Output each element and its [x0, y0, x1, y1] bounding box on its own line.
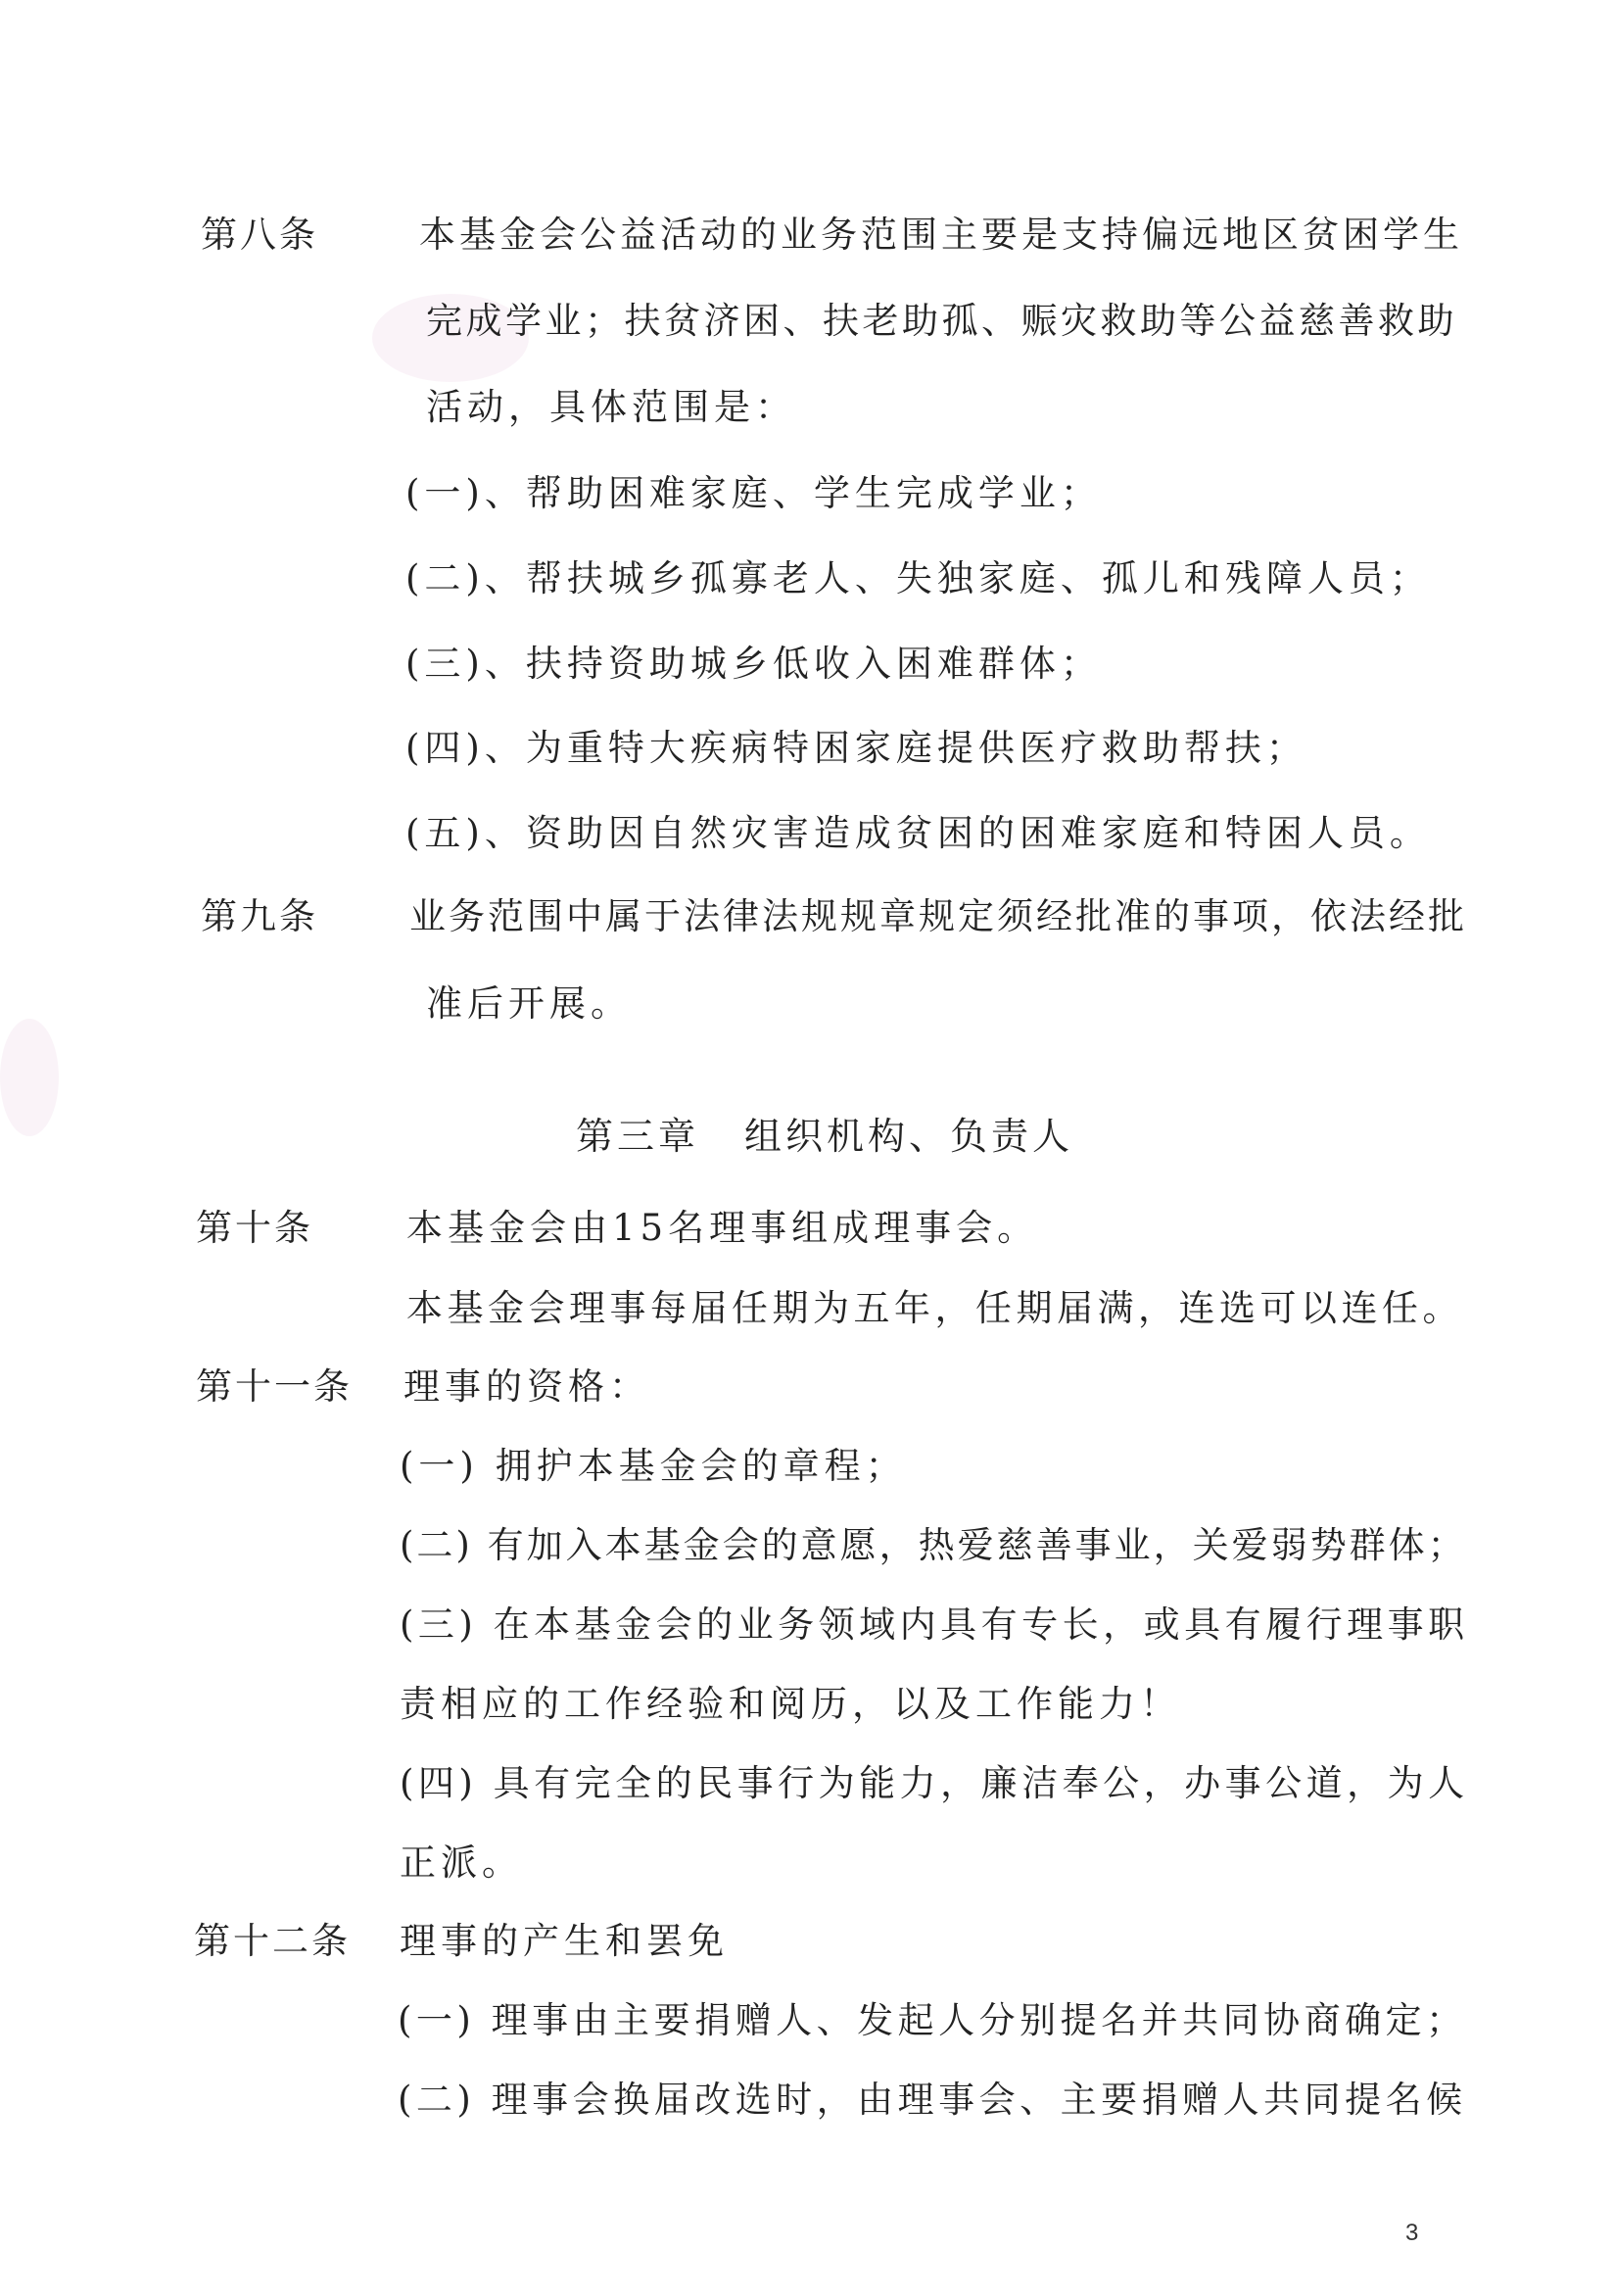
article-9-line-1: 业务范围中属于法律法规规章规定须经批准的事项，依法经批: [409, 895, 1467, 937]
article-11-label: 第十一条: [196, 1365, 353, 1408]
article-8-item-3: (三)、扶持资助城乡低收入困难群体；: [405, 643, 1102, 685]
article-11-item-4-line-2: 正派。: [400, 1842, 523, 1884]
article-11-item-3-line-1: (三) 在本基金会的业务领域内具有专长，或具有履行理事职: [400, 1603, 1469, 1646]
article-11-item-3-line-2: 责相应的工作经验和阅历，以及工作能力！: [400, 1683, 1181, 1725]
article-11-item-4-line-1: (四) 具有完全的民事行为能力，廉洁奉公，办事公道，为人: [400, 1762, 1469, 1804]
article-9-line-2: 准后开展。: [426, 982, 632, 1025]
article-10-line-1: 本基金会由15名理事组成理事会。: [406, 1207, 1039, 1249]
article-12-intro: 理事的产生和罢免: [400, 1920, 729, 1962]
article-8-item-5: (五)、资助因自然灾害造成贫困的困难家庭和特困人员。: [405, 812, 1431, 854]
article-10-line-2: 本基金会理事每届任期为五年，任期届满，连选可以连任。: [406, 1287, 1463, 1329]
article-12-label: 第十二条: [194, 1920, 351, 1962]
chapter-number: 第三章: [576, 1115, 700, 1158]
article-12-item-1: (一) 理事由主要捐赠人、发起人分别提名并共同协商确定；: [398, 1999, 1467, 2041]
article-8-line-2: 完成学业；扶贫济困、扶老助孤、赈灾救助等公益慈善救助: [426, 300, 1457, 342]
scan-smudge: [0, 1019, 59, 1136]
article-9-label: 第九条: [201, 895, 318, 937]
chapter-title: 组织机构、负责人: [744, 1115, 1074, 1158]
article-10-label: 第十条: [196, 1207, 313, 1249]
article-11-intro: 理事的资格：: [403, 1365, 650, 1408]
article-11-item-2: (二) 有加入本基金会的意愿，热爱慈善事业，关爱弱势群体；: [400, 1524, 1467, 1566]
article-12-item-2: (二) 理事会换届改选时，由理事会、主要捐赠人共同提名候: [398, 2079, 1467, 2121]
page-number: 3: [1405, 2220, 1419, 2246]
article-8-item-2: (二)、帮扶城乡孤寡老人、失独家庭、孤儿和残障人员；: [405, 557, 1431, 599]
article-11-item-1: (一) 拥护本基金会的章程；: [400, 1445, 907, 1487]
article-8-line-1: 本基金会公益活动的业务范围主要是支持偏远地区贫困学生: [419, 214, 1463, 256]
article-8-item-1: (一)、帮助困难家庭、学生完成学业；: [405, 472, 1102, 514]
article-8-item-4: (四)、为重特大疾病特困家庭提供医疗救助帮扶；: [405, 727, 1307, 769]
article-8-line-3: 活动，具体范围是：: [426, 386, 796, 428]
article-8-label: 第八条: [201, 214, 318, 256]
